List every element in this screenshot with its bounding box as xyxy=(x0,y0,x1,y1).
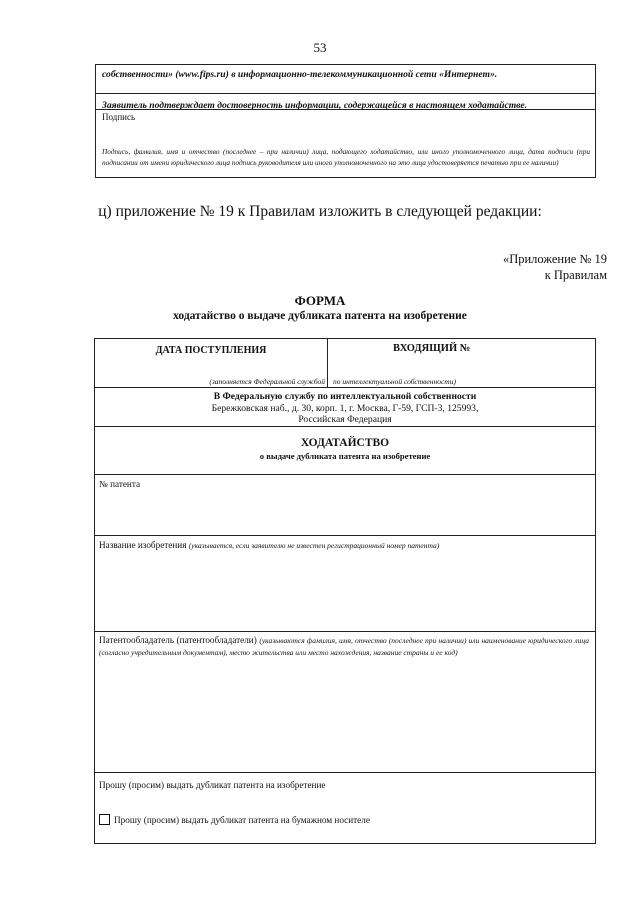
invention-name-field[interactable] xyxy=(99,540,439,550)
divider xyxy=(95,631,595,632)
divider xyxy=(96,109,595,110)
duplicate-patent-request-form xyxy=(94,338,596,844)
appendix-line-1: «Приложение № 19 xyxy=(502,252,607,266)
appendix-line-2: к Правилам xyxy=(544,268,607,282)
appendix-header xyxy=(503,251,607,283)
publication-notice-text: собственности» (www.fips.ru) в информационно-телекоммуникационной сети «Интернет». xyxy=(102,69,498,80)
divider xyxy=(95,474,595,475)
form-subtitle: ходатайство о выдаче дубликата патента на изобретение xyxy=(173,310,467,322)
paper-copy-checkbox[interactable] xyxy=(99,814,110,825)
divider xyxy=(95,772,595,773)
patent-holder-field[interactable] xyxy=(99,635,589,658)
addressee-country: Российская Федерация xyxy=(298,414,392,425)
patent-holder-note: (указываются фамилия, имя, отчество (последнее при наличии) или наименование юридического лица (согласно учредительным документам), место жительства или место нахождения, название страны и ее код) xyxy=(99,636,590,657)
divider xyxy=(95,387,595,388)
paper-copy-option[interactable] xyxy=(99,814,370,825)
addressee-block xyxy=(95,391,595,426)
previous-form-continuation xyxy=(95,64,596,178)
request-duplicate-text: Прошу (просим) выдать дубликат патента на изобретение xyxy=(99,780,326,790)
divider xyxy=(96,93,595,94)
request-subtitle: о выдаче дубликата патента на изобретение xyxy=(259,451,431,461)
confirmation-statement: Заявитель подтверждает достоверность информации, содержащейся в настоящем ходатайстве. xyxy=(102,100,527,111)
addressee-name: В Федеральную службу по интеллектуальной собственности xyxy=(213,391,477,402)
signature-note: Подпись, фамилия, имя и отчество (последнее – при наличии) лица, подающего ходатайство, или иного уполномоченного лица, дата подписи (при подписании от имени юридического лица подпись руководителя или иного уполномоченного на это лица удостоверяется печатью при ее наличии) xyxy=(102,147,590,167)
incoming-number-label: ВХОДЯЩИЙ № xyxy=(393,343,471,354)
invention-name-note: (указывается, если заявителю не известен регистрационный номер патента) xyxy=(188,541,440,550)
signature-label: Подпись xyxy=(102,112,136,122)
page-number: 53 xyxy=(313,40,327,55)
fill-note-left: (заполняется Федеральной службой xyxy=(209,377,325,386)
addressee-address: Бережковская наб., д. 30, корп. 1, г. Москва, Г-59, ГСП-3, 125993, xyxy=(211,402,479,414)
patent-holder-label: Патентообладатель (патентообладатели) xyxy=(99,635,257,645)
request-title: ХОДАТАЙСТВО xyxy=(300,437,390,449)
paper-copy-label: Прошу (просим) выдать дубликат патента на бумажном носителе xyxy=(114,814,370,825)
divider xyxy=(95,535,595,536)
column-divider xyxy=(327,339,328,387)
form-title: ФОРМА xyxy=(294,293,346,308)
receipt-date-label: ДАТА ПОСТУПЛЕНИЯ xyxy=(155,345,267,356)
fill-note-right: по интеллектуальной собственности) xyxy=(333,377,456,386)
divider xyxy=(95,426,595,427)
invention-name-label: Название изобретения xyxy=(99,540,187,550)
patent-number-field[interactable]: № патента xyxy=(99,479,141,489)
amendment-instruction: ц) приложение № 19 к Правилам изложить в следующей редакции: xyxy=(98,203,542,220)
